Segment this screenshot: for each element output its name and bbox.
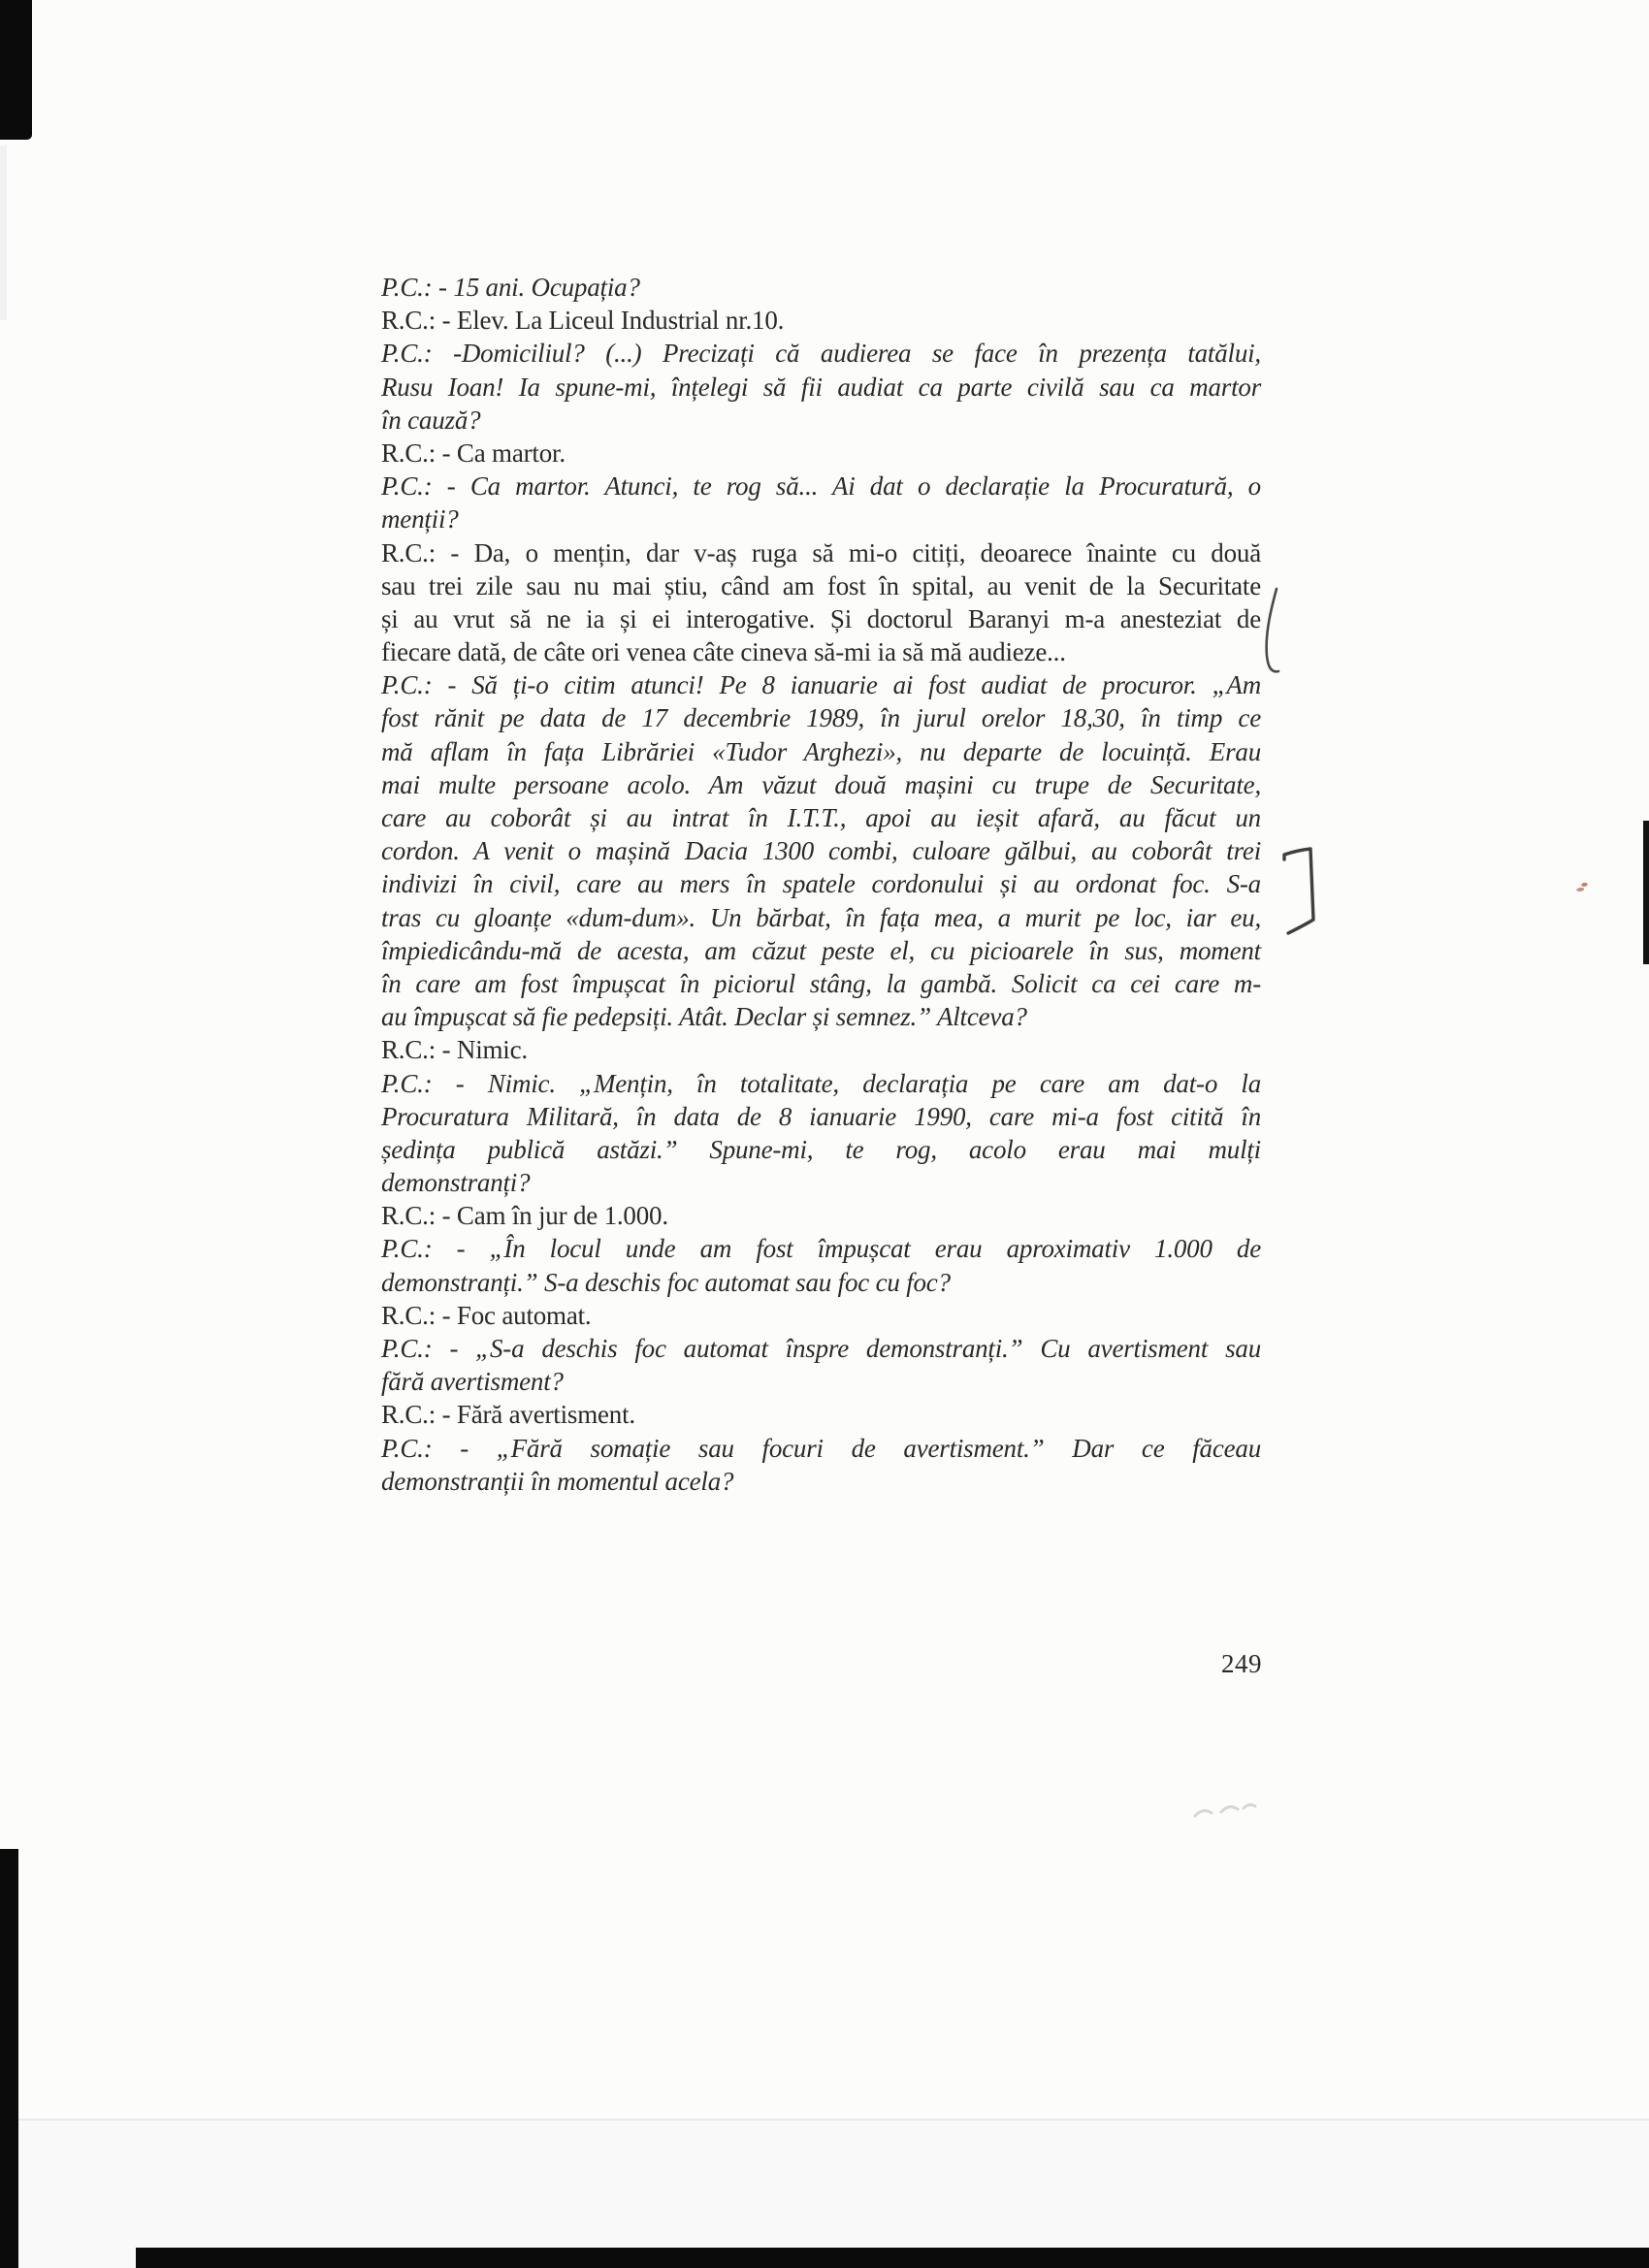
scan-black-corner bbox=[0, 0, 32, 140]
scan-edge-streak bbox=[0, 146, 7, 320]
dialogue-line: mai multe persoane acolo. Am văzut două mașini cu trupe de Securitate, bbox=[381, 769, 1261, 799]
dialogue-line: P.C.: - „Fără somație sau focuri de avertisment.” Dar ce făceau bbox=[381, 1433, 1261, 1463]
dialogue-line: tras cu gloanțe «dum-dum». Un bărbat, în fața mea, a murit pe loc, iar eu, bbox=[381, 902, 1261, 932]
red-ink-speck bbox=[1574, 881, 1589, 893]
pencil-smudge-mark bbox=[1189, 1795, 1261, 1826]
dialogue-line: demonstranții în momentul acela? bbox=[381, 1466, 734, 1496]
dialogue-line: Rusu Ioan! Ia spune-mi, înțelegi să fii audiat ca parte civilă sau ca martor bbox=[381, 372, 1261, 402]
dialogue-line: R.C.: - Cam în jur de 1.000. bbox=[381, 1201, 668, 1231]
dialogue-line: P.C.: - Ca martor. Atunci, te rog să... Ai dat o declarație la Procuratură, o bbox=[381, 471, 1261, 502]
dialogue-line: R.C.: - Ca martor. bbox=[381, 437, 566, 468]
page-number: 249 bbox=[1221, 1649, 1262, 1678]
dialogue-line: P.C.: - „S-a deschis foc automat înspre demonstranți.” Cu avertisment sau bbox=[381, 1334, 1261, 1363]
dialogue-line: împiedicându-mă de acesta, am căzut peste el, cu picioarele în sus, moment bbox=[381, 935, 1261, 965]
dialogue-line: P.C.: - Să ți-o citim atunci! Pe 8 ianuarie ai fost audiat de procuror. „Am bbox=[381, 670, 1261, 700]
handwritten-bracket-mark bbox=[1280, 844, 1321, 941]
dialogue-line: fost rănit pe data de 17 decembrie 1989, în jurul orelor 18,30, în timp ce bbox=[381, 703, 1261, 733]
dialogue-line: cordon. A venit o mașină Dacia 1300 combi, culoare gălbui, au coborât trei bbox=[381, 836, 1261, 866]
dialogue-line: R.C.: - Elev. La Liceul Industrial nr.10. bbox=[381, 306, 785, 336]
dialogue-line: R.C.: - Da, o mențin, dar v-aș ruga să mi-o citiți, deoarece înainte cu două bbox=[381, 537, 1261, 567]
dialogue-line: care au coborât și au intrat în I.T.T., apoi au ieșit afară, au făcut un bbox=[381, 803, 1261, 832]
dialogue-line: R.C.: - Nimic. bbox=[381, 1035, 528, 1065]
dialogue-line: au împușcat să fie pedepsiți. Atât. Declar și semnez.” Altceva? bbox=[381, 1002, 1027, 1032]
scan-fold-shade bbox=[0, 2121, 1649, 2268]
dialogue-line: indivizi în civil, care au mers în spatele cordonului și au ordonat foc. S-a bbox=[381, 869, 1261, 899]
dialogue-line: menții? bbox=[381, 504, 459, 535]
scan-fold-line bbox=[0, 2119, 1649, 2121]
scan-black-bottom-bar bbox=[136, 2248, 1649, 2268]
scan-black-right-strip bbox=[1643, 821, 1649, 964]
dialogue-line: P.C.: -Domiciliul? (...) Precizați că audierea se face în prezența tatălui, bbox=[381, 339, 1261, 369]
handwritten-curve-stroke-mark bbox=[1260, 586, 1285, 679]
dialogue-line: sau trei zile sau nu mai știu, când am fost în spital, au venit de la Securitate bbox=[381, 570, 1261, 600]
dialogue-line: P.C.: - Nimic. „Mențin, în totalitate, declarația pe care am dat-o la bbox=[381, 1068, 1261, 1098]
dialogue-line: în cauză? bbox=[381, 405, 481, 435]
dialogue-line: în care am fost împușcat în piciorul stâng, la gambă. Solicit ca cei care m- bbox=[381, 968, 1261, 998]
dialogue-line: R.C.: - Foc automat. bbox=[381, 1300, 592, 1330]
dialogue-line: mă aflam în fața Librăriei «Tudor Arghezi», nu departe de locuință. Erau bbox=[381, 736, 1261, 766]
dialogue-line: și au vrut să ne ia și ei interogative. Și doctorul Baranyi m-a anesteziat de bbox=[381, 603, 1261, 633]
dialogue-line: P.C.: - „În locul unde am fost împușcat erau aproximativ 1.000 de bbox=[381, 1234, 1261, 1264]
dialogue-line: fiecare dată, de câte ori venea câte cineva să-mi ia să mă audieze... bbox=[381, 637, 1066, 667]
dialogue-line: Procuratura Militară, în data de 8 ianuarie 1990, care mi-a fost citită în bbox=[381, 1101, 1261, 1131]
scan-black-left-strip bbox=[0, 1849, 18, 2268]
dialogue-line: demonstranți.” S-a deschis foc automat sau foc cu foc? bbox=[381, 1267, 951, 1297]
dialogue-line: fără avertisment? bbox=[381, 1367, 564, 1397]
dialogue-line: demonstranți? bbox=[381, 1168, 531, 1198]
dialogue-line: R.C.: - Fără avertisment. bbox=[381, 1400, 635, 1430]
dialogue-line: P.C.: - 15 ani. Ocupația? bbox=[381, 273, 640, 302]
dialogue-line: ședința publică astăzi.” Spune-mi, te rog, acolo erau mai mulți bbox=[381, 1134, 1261, 1164]
dialogue-text-block bbox=[381, 271, 1261, 1498]
